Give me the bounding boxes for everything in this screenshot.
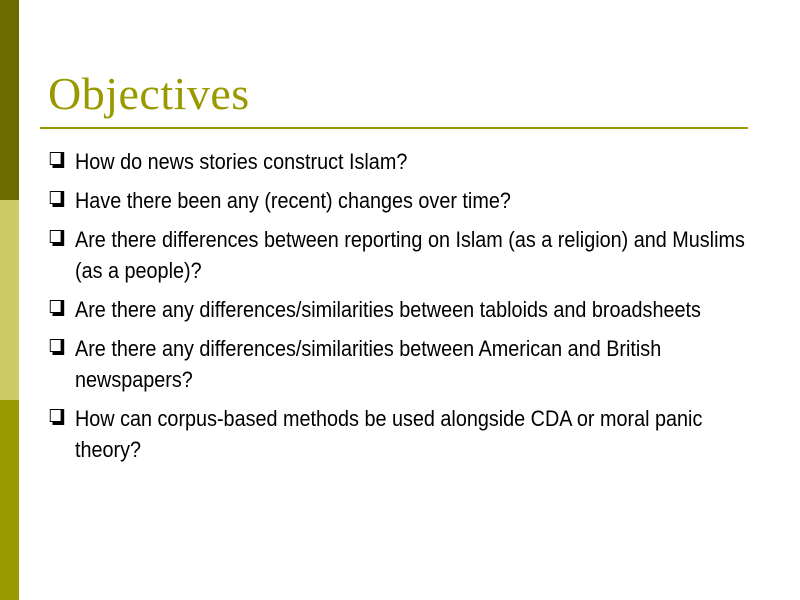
sidebar-segment-middle [0, 200, 19, 400]
bullet-text: How can corpus-based methods be used alongside CDA or moral panic theory? [75, 406, 703, 462]
sidebar-segment-top [0, 0, 19, 200]
title-underline-divider [40, 127, 748, 129]
slide-title: Objectives [48, 68, 250, 119]
bullet-text: How do news stories construct Islam? [75, 149, 408, 174]
square-bullet-icon [50, 409, 62, 422]
bullet-text: Are there any differences/similarities between tabloids and broadsheets [75, 297, 701, 322]
square-bullet-icon [50, 191, 62, 204]
list-item [48, 146, 759, 177]
square-bullet-icon [50, 152, 62, 165]
list-item [48, 224, 759, 286]
bullet-text: Are there differences between reporting on Islam (as a religion) and Muslims (as a people)? [75, 227, 745, 283]
decorative-sidebar [0, 0, 19, 600]
bullet-text: Have there been any (recent) changes over time? [75, 188, 511, 213]
square-bullet-icon [50, 300, 62, 313]
list-item [48, 403, 759, 465]
sidebar-segment-bottom [0, 400, 19, 600]
objectives-list [48, 146, 748, 473]
bullet-text: Are there any differences/similarities between American and British newspapers? [75, 336, 662, 392]
square-bullet-icon [50, 230, 62, 243]
list-item [48, 333, 759, 395]
list-item [48, 294, 759, 325]
square-bullet-icon [50, 339, 62, 352]
list-item [48, 185, 759, 216]
